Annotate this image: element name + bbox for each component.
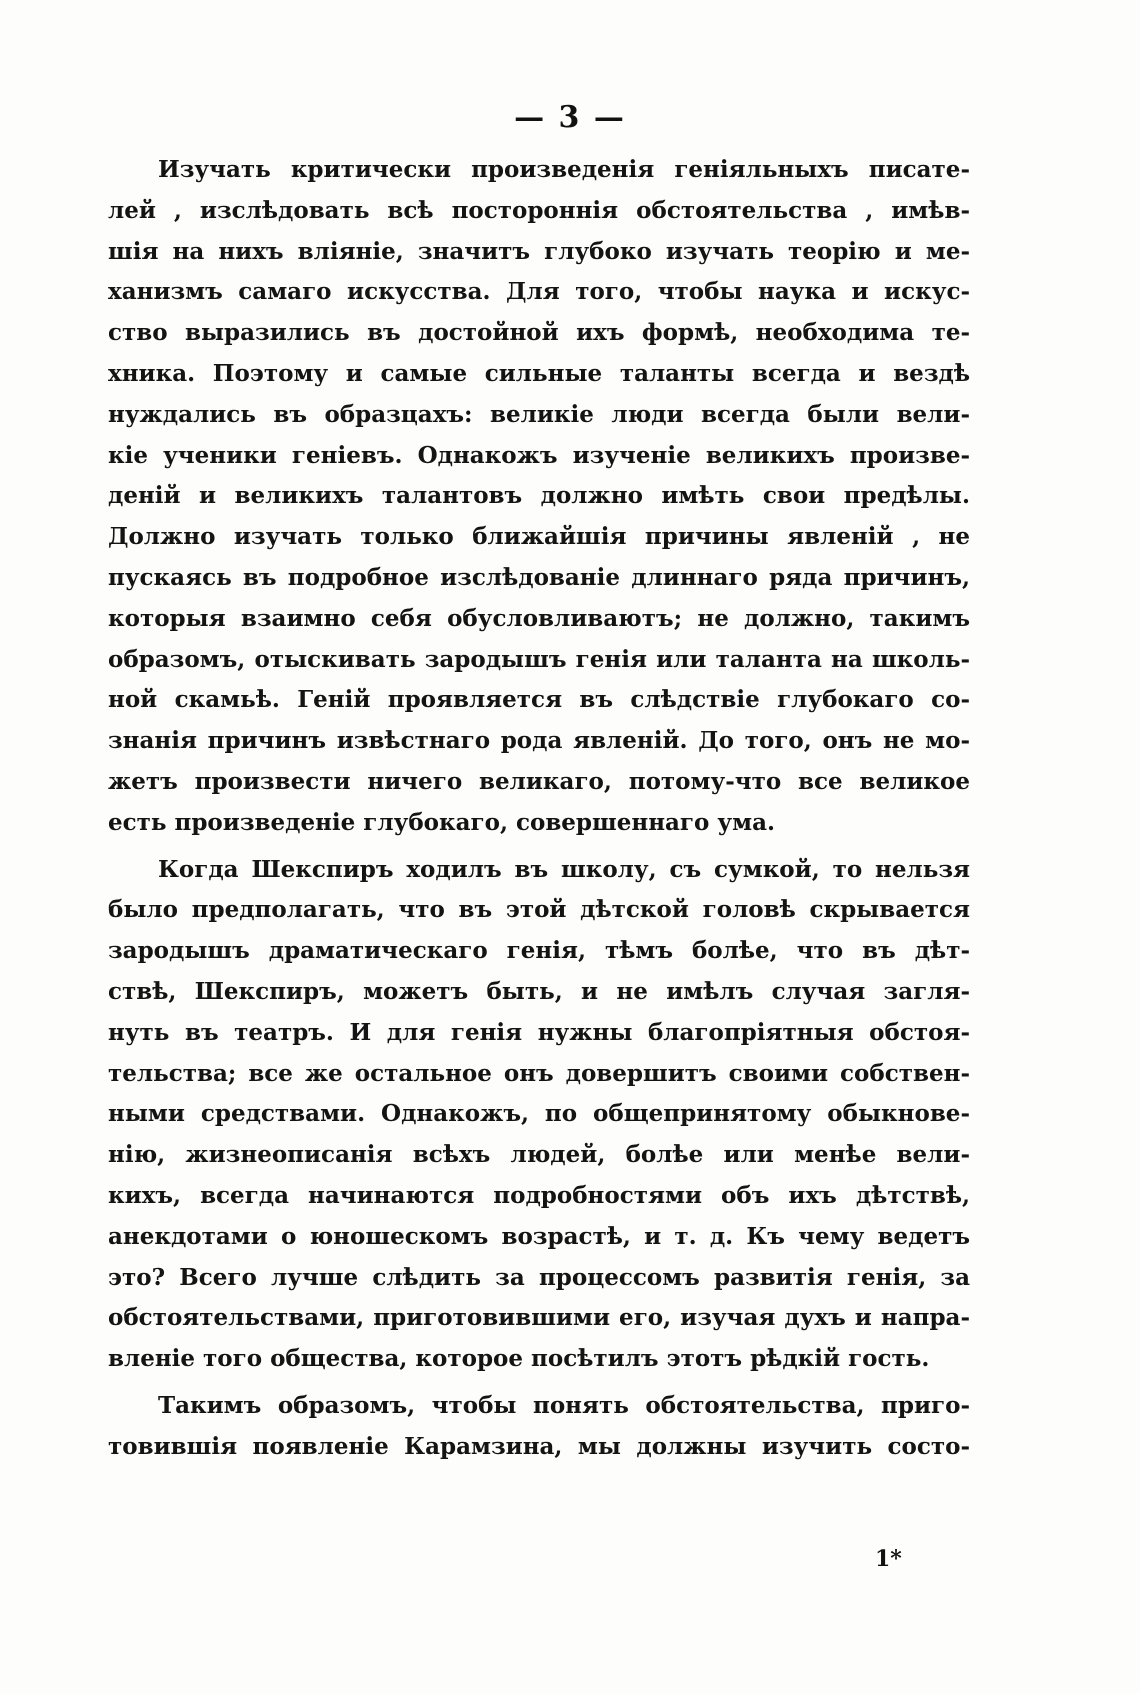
text-line: знанія причинъ извѣстнаго рода явленій. До того, онъ не мо- [108,727,970,755]
text-line: пускаясь въ подробное изслѣдованіе длиннаго ряда причинъ, [108,563,970,591]
text-line: образомъ, отыскивать зародышъ генія или таланта на школь- [108,645,970,673]
text-line: Должно изучать только ближайшія причины явленій , не [108,523,970,551]
page-number: — 3 — [514,100,626,135]
text-line: было предполагать, что въ этой дѣтской головѣ скрывается [108,896,970,924]
signature-mark: 1* [875,1546,902,1572]
text-line: Когда Шекспиръ ходилъ въ школу, съ сумкой, то нельзя [158,855,970,883]
text-line: есть произведеніе глубокаго, совершеннаго ума. [108,808,775,836]
text-line: ными средствами. Однакожъ, по общепринятому обыкнове- [108,1100,970,1128]
text-line: вленіе того общества, которое посѣтилъ этотъ рѣдкій гость. [108,1345,930,1373]
text-line: хника. Поэтому и самые сильные таланты всегда и вездѣ [108,359,970,387]
text-line: это? Всего лучше слѣдить за процессомъ развитія генія, за [108,1263,970,1291]
text-line: нію, жизнеописанія всѣхъ людей, болѣе или менѣе вели- [108,1141,970,1169]
text-line: нуждались въ образцахъ: великіе люди всегда были вели- [108,400,970,428]
text-line: ханизмъ самаго искусства. Для того, чтобы наука и искус- [108,278,970,306]
text-line: лей , изслѣдовать всѣ постороннія обстоятельства , имѣв- [108,196,970,224]
text-line: Изучать критически произведенія геніяльныхъ писате- [158,156,970,183]
text-line: ной скамьѣ. Геній проявляется въ слѣдствіе глубокаго со- [108,686,970,714]
text-line: зародышъ драматическаго генія, тѣмъ болѣе, что въ дѣт- [108,937,970,965]
text-line: обстоятельствами, приготовившими его, изучая духъ и напра- [108,1304,970,1332]
text-line: которыя взаимно себя обусловливаютъ; не должно, такимъ [108,604,970,632]
text-line: ство выразились въ достойной ихъ формѣ, необходима те- [108,319,970,347]
text-line: шія на нихъ вліяніе, значитъ глубоко изучать теорію и ме- [108,237,970,265]
text-line: анекдотами о юношескомъ возрастѣ, и т. д. Къ чему ведетъ [108,1222,970,1250]
text-line: кихъ, всегда начинаются подробностями объ ихъ дѣтствѣ, [108,1181,970,1209]
text-line: товившія появленіе Карамзина, мы должны изучить состо- [108,1432,970,1460]
text-line: жетъ произвести ничего великаго, потому-что все великое [108,767,970,795]
body-text [108,150,970,1468]
text-line: тельства; все же остальное онъ довершитъ своими собствен- [108,1059,970,1087]
text-line: ствѣ, Шекспиръ, можетъ быть, и не имѣлъ случая загля- [108,977,970,1005]
text-line: Такимъ образомъ, чтобы понять обстоятельства, приго- [158,1391,970,1419]
text-line: нуть въ театръ. И для генія нужны благопріятныя обстоя- [108,1018,970,1046]
text-line: кіе ученики геніевъ. Однакожъ изученіе великихъ произве- [108,441,970,469]
text-line: деній и великихъ талантовъ должно имѣть свои предѣлы. [108,482,970,510]
